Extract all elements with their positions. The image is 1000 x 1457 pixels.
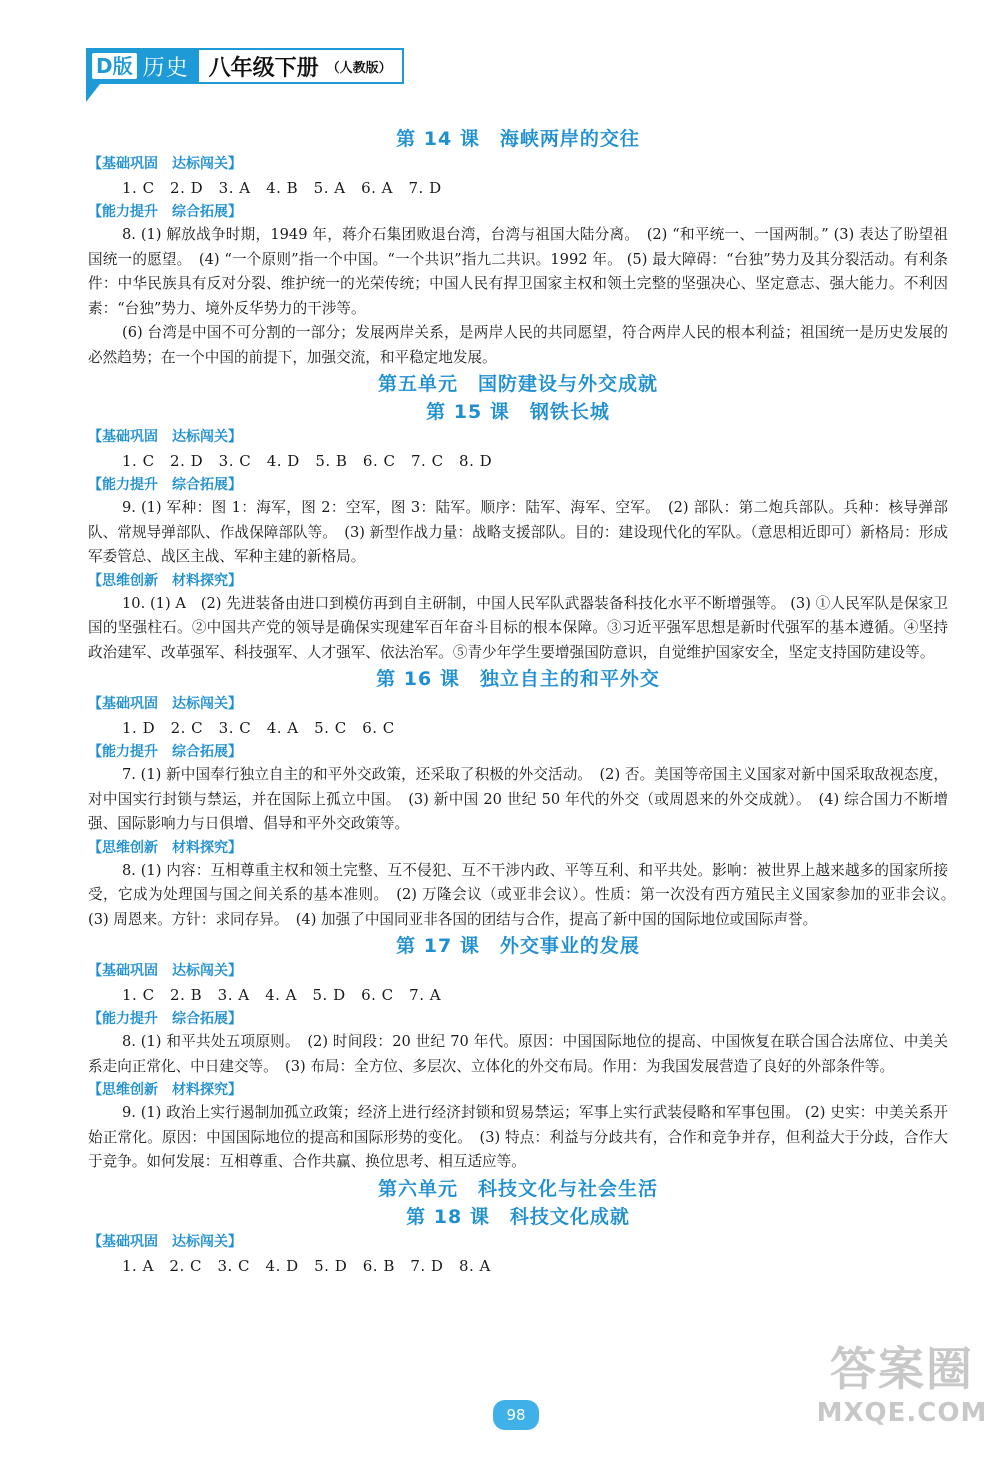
section-tag: 【能力提升 综合拓展】 xyxy=(88,477,242,493)
answer-paragraph: 10. (1) A (2) 先进装备由进口到模仿再到自主研制，中国人民军队武器装备科技化水平不断增强等。 (3) ①人民军队是保家卫国的坚强柱石。②中国共产党的领导是确保实现建军百年奋斗目标的根本保障。③习近平强军思想是新时代强军的基本遵循。④坚持政治建军、改革强军、科技强军、人才强军、依法治军。⑤青少年学生要增强国防意识，自觉维护国家安全，坚定支持国防建设等。 xyxy=(88,594,948,661)
section-tag: 【基础巩固 达标闯关】 xyxy=(88,696,242,712)
section-tag: 【思维创新 材料探究】 xyxy=(88,1082,242,1098)
book-header-badge xyxy=(86,48,404,84)
section-tag: 【基础巩固 达标闯关】 xyxy=(88,963,242,979)
answer-paragraph: 8. (1) 内容：互相尊重主权和领土完整、互不侵犯、互不干涉内政、平等互利、和平共处。影响：被世界上越来越多的国家所接受，它成为处理国与国之间关系的基本准则。 (2) 万隆会议（或亚非会议）。性质：第一次没有西方殖民主义国家参加的亚非会议。 (3) 周恩来。方针：求同存异。 (4) 加强了中国同亚非各国的团结与合作，提高了新中国的国际地位或国际声誉。 xyxy=(88,861,963,928)
section-tag: 【思维创新 材料探究】 xyxy=(88,839,242,856)
header-subject: 历史 xyxy=(142,55,189,81)
answer-line: 1. D 2. C 3. C 4. A 5. C 6. C xyxy=(122,719,395,737)
answer-line: 1. C 2. B 3. A 4. A 5. D 6. C 7. A xyxy=(122,986,442,1004)
answer-paragraph: 8. (1) 和平共处五项原则。 (2) 时间段：20 世纪 70 年代。原因：中国国际地位的提高、中国恢复在联合国合法席位、中美关系走向正常化、中日建交等。 (3) 布局：全方位、多层次、立体化的外交布局。作用：为我国发展营造了良好的外部条件等。 xyxy=(88,1033,948,1075)
answer-paragraph: 9. (1) 军种：图 1：海军，图 2：空军，图 3：陆军。顺序：陆军、海军、空军。 (2) 部队：第二炮兵部队。兵种：核导弹部队、常规导弹部队、作战保障部队等。 (3) 新型作战力量：战略支援部队。目的：建设现代化的军队。（意思相近即可）新格局：形成军委管总、战区主战、军种主建的新格局。 xyxy=(88,499,948,565)
answer-paragraph: 8. (1) 解放战争时期，1949 年，蒋介石集团败退台湾，台湾与祖国大陆分离。 (2) “和平统一、一国两制。” (3) 表达了盼望祖国统一的愿望。 (4) “一个原则”指一个中国。“一个共识”指九二共识。1992 年。 (5) 最大障碍：“台独”势力及其分裂活动。有利条件：中华民族具有反对分裂、维护统一的光荣传统；中国人民有捍卫国家主权和领土完整的坚强决心、坚定意志、强大能力。不利因素：“台独”势力、境外反华势力的干涉等。 xyxy=(88,226,948,317)
section-tag: 【能力提升 综合拓展】 xyxy=(88,1011,242,1027)
page-number: 98 xyxy=(493,1400,539,1430)
section-tag: 【基础巩固 达标闯关】 xyxy=(88,156,242,172)
section-title: 第 16 课 独立自主的和平外交 xyxy=(376,668,660,690)
answer-paragraph: 7. (1) 新中国奉行独立自主的和平外交政策，还采取了积极的外交活动。 (2) 否。美国等帝国主义国家对新中国采取敌视态度，对中国实行封锁与禁运，并在国际上孤立中国。 (3) 新中国 20 世纪 50 年代的外交（或周恩来的外交成就）。 (4) 综合国力不断增强、国际影响力与日俱增、倡导和平外交政策等。 xyxy=(88,766,948,832)
answer-line: 1. A 2. C 3. C 4. D 5. D 6. B 7. D 8. A xyxy=(122,1256,491,1275)
section-title: 第 15 课 钢铁长城 xyxy=(426,401,610,423)
section-title: 第 17 课 外交事业的发展 xyxy=(396,935,640,957)
section-title: 第五单元 国防建设与外交成就 xyxy=(377,373,658,395)
answer-content xyxy=(88,125,963,1279)
answer-line: 1. C 2. D 3. A 4. B 5. A 6. A 7. D xyxy=(122,179,442,197)
section-tag: 【能力提升 综合拓展】 xyxy=(88,744,242,760)
header-blue-block xyxy=(86,48,199,84)
section-tag: 【基础巩固 达标闯关】 xyxy=(88,1233,242,1250)
header-edition: （人教版） xyxy=(326,60,392,76)
section-title: 第六单元 科技文化与社会生活 xyxy=(377,1177,658,1200)
watermark-logo xyxy=(812,1340,992,1450)
header-grade: 八年级下册 xyxy=(208,55,319,81)
section-tag: 【能力提升 综合拓展】 xyxy=(88,204,242,220)
header-white-block xyxy=(199,48,404,84)
header-version: D版 xyxy=(92,53,137,79)
section-tag: 【思维创新 材料探究】 xyxy=(88,572,242,589)
section-tag: 【基础巩固 达标闯关】 xyxy=(88,429,242,445)
watermark-text-en: MXQE.COM xyxy=(816,1398,988,1428)
answer-paragraph: 9. (1) 政治上实行遏制加孤立政策；经济上进行经济封锁和贸易禁运；军事上实行武装侵略和军事包围。 (2) 史实：中美关系开始正常化。原因：中国国际地位的提高和国际形势的变化。 (3) 特点：利益与分歧共有，合作和竞争并存，但利益大于分歧，合作大于竞争。如何发展：互相尊重、合作共赢、换位思考、相互适应等。 xyxy=(88,1104,948,1170)
section-title: 第 18 课 科技文化成就 xyxy=(406,1205,630,1228)
answer-line: 1. C 2. D 3. C 4. D 5. B 6. C 7. C 8. D xyxy=(122,452,493,470)
header-ribbon-tail xyxy=(86,84,100,102)
section-title: 第 14 课 海峡两岸的交往 xyxy=(396,128,640,150)
answer-paragraph: (6) 台湾是中国不可分割的一部分；发展两岸关系，是两岸人民的共同愿望，符合两岸人民的根本利益；祖国统一是历史发展的必然趋势；在一个中国的前提下，加强交流，和平稳定地发展。 xyxy=(88,324,948,366)
watermark-text-cn: 答案圈 xyxy=(830,1342,974,1396)
